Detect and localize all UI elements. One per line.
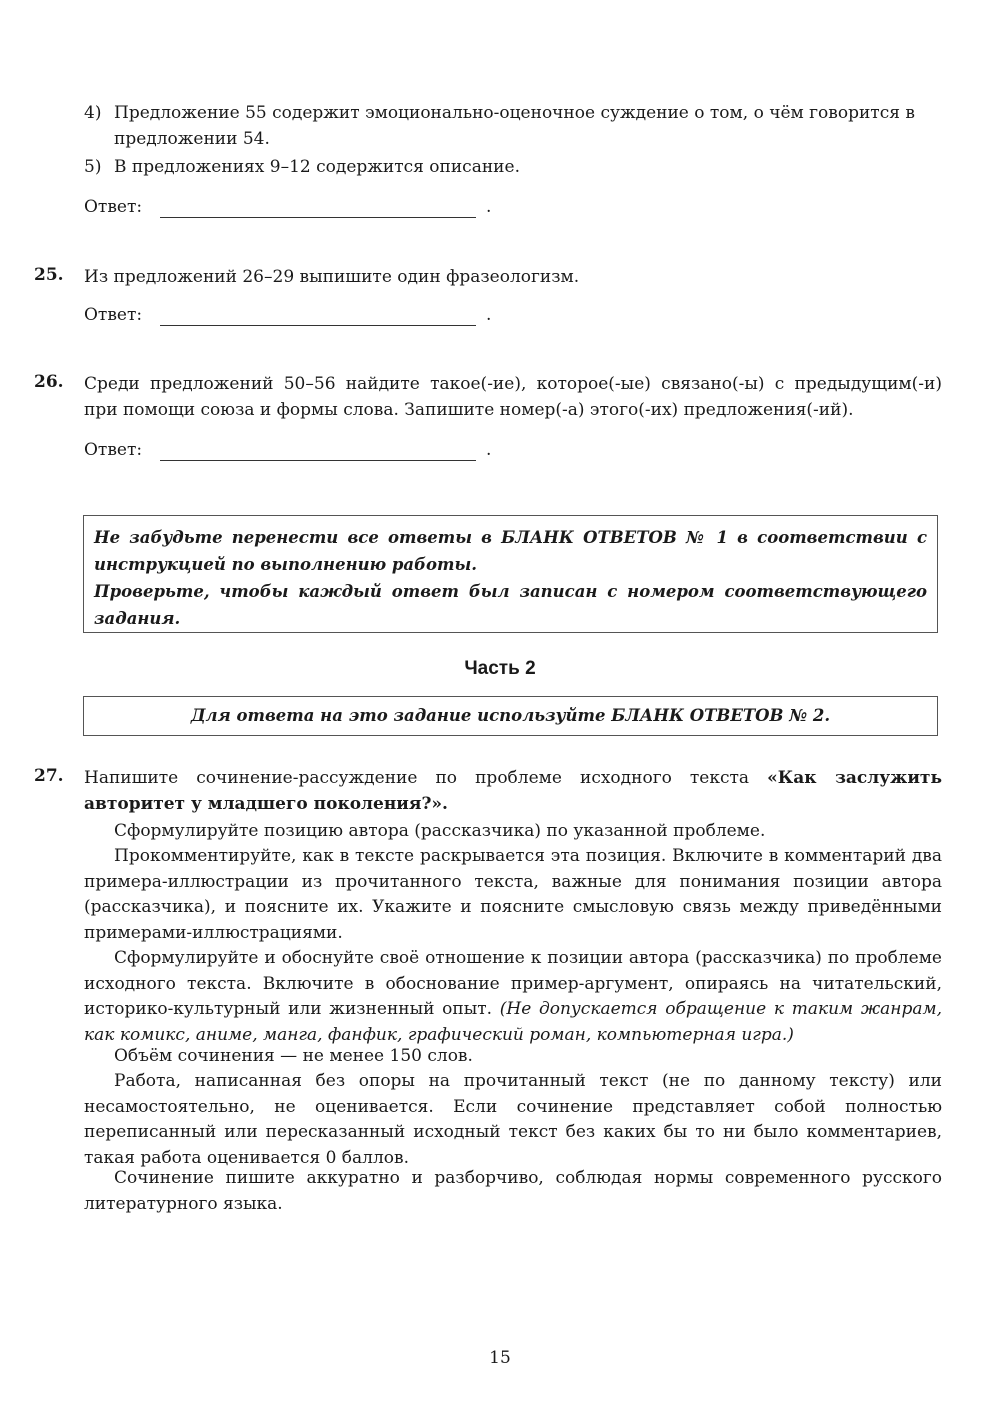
answer-line[interactable] [160,325,476,326]
answer-dot: . [486,197,492,217]
option-number: 4) [84,103,102,123]
task-text-27 [84,765,942,817]
part-title: Часть 2 [464,658,536,679]
option-number: 5) [84,157,102,177]
answer-row-26 [84,440,492,466]
option-text: В предложениях 9–12 содержится описание. [114,157,520,177]
page-number: 15 [489,1348,511,1368]
answer-dot: . [486,305,492,325]
answer-label: Ответ: [84,197,143,217]
task-27-paragraph-4: Объём сочинения — не менее 150 слов. [114,1046,473,1066]
answer-line[interactable] [160,217,476,218]
task-text-26: Среди предложений 50–56 найдите такое(-ие), которое(-ые) связано(-ы) с предыдущим(-и) при помощи союза и формы слова. Запишите номер(-а) этого(-их) предложения(-ий). [84,374,942,420]
task-27-paragraph-3 [84,946,942,1048]
notice-line-2: Проверьте, чтобы каждый ответ был записан с номером соответствующего задания. [94,582,927,628]
task-number-26: 26. [34,372,64,392]
option-text: Предложение 55 содержит эмоционально-оценочное суждение о том, о чём говорится в предложении 54. [114,103,915,149]
task-number-27: 27. [34,766,64,786]
task-27-paragraph-1: Сформулируйте позицию автора (рассказчика) по указанной проблеме. [114,821,766,841]
task-27-genre-note: (Не допускается обращение к таким жанрам, как комикс, аниме, манга, фанфик, графический роман, компьютерная игра.) [84,999,943,1045]
option-item-4 [84,100,944,149]
answer-row-24 [84,197,492,223]
notice-line-1: Не забудьте перенести все ответы в БЛАНК ОТВЕТОВ № 1 в соответствии с инструкцией по выполнению работы. [94,528,927,574]
task-27-intro: Напишите сочинение-рассуждение по проблеме исходного текста [84,768,768,788]
answer-label: Ответ: [84,440,143,460]
task-27-paragraph-2: Прокомментируйте, как в тексте раскрывается эта позиция. Включите в комментарий два примера-иллюстрации из прочитанного текста, важные для понимания позиции автора (рассказчика), и поясните их. Укажите и поясните смысловую связь между приведёнными примерами-иллюстрациями. [84,846,942,943]
task-27-paragraph-5: Работа, написанная без опоры на прочитанный текст (не по данному тексту) или несамостоятельно, не оценивается. Если сочинение представляет собой полностью переписанный или пересказанный исходный текст без каких бы то ни было комментариев, такая работа оценивается 0 баллов. [84,1071,942,1168]
task-27-paragraph-6: Сочинение пишите аккуратно и разборчиво, соблюдая нормы современного русского литературного языка. [84,1168,942,1214]
task-27-problem: «Как заслужить авторитет у младшего поколения?». [84,768,942,814]
answer-row-25 [84,305,492,331]
answer-dot: . [486,440,492,460]
answer-label: Ответ: [84,305,143,325]
task-number-25: 25. [34,265,64,285]
task-27-paragraph-3-text: Сформулируйте и обоснуйте своё отношение к позиции автора (рассказчика) по проблеме исходного текста. Включите в обоснование пример-аргумент, опираясь на читательский, историко-культурный или жизненный опыт. [84,948,942,1019]
task-text-25: Из предложений 26–29 выпишите один фразеологизм. [84,267,580,287]
answer-form-note: Для ответа на это задание используйте БЛАНК ОТВЕТОВ № 2. [83,696,938,736]
option-item-5 [84,154,944,180]
answer-line[interactable] [160,460,476,461]
notice-box [83,515,938,633]
